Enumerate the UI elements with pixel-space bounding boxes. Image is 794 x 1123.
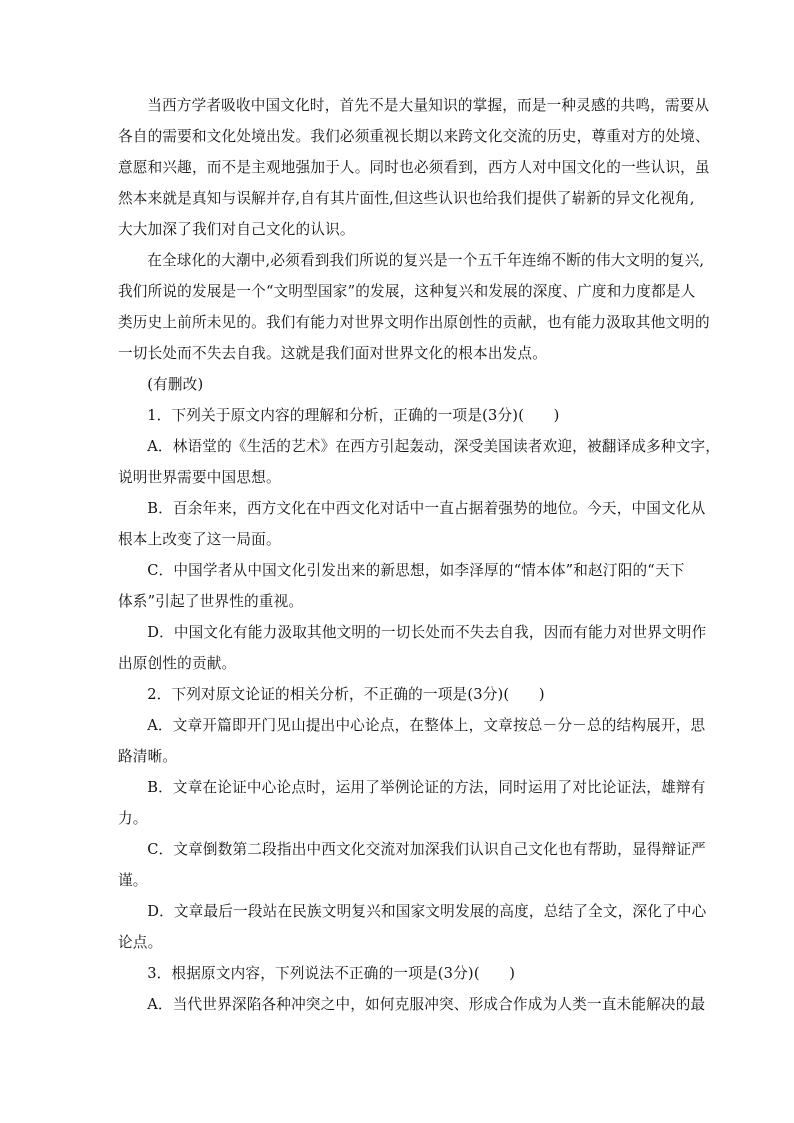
paragraph [118,245,710,369]
paragraph [118,710,706,772]
document-page [118,90,721,1020]
paragraph [118,958,678,989]
paragraph [118,772,706,834]
text-line: 在全球化的大潮中,必须看到我们所说的复兴是一个五千年连绵不断的伟大文明的复兴, [147,252,705,269]
text-line: (有删改) [147,376,204,393]
text-line: C．中国学者从中国文化引发出来的新思想，如李泽厚的“情本体”和赵汀阳的“天下 [147,562,685,579]
paragraph [118,989,706,1020]
paragraph [118,369,678,400]
text-line: 类历史上前所未见的。我们有能力对世界文明作出原创性的贡献，也有能力汲取其他文明的 [118,314,710,331]
paragraph [118,493,706,555]
paragraph [118,400,678,431]
text-line: A．林语堂的《生活的艺术》在西方引起轰动，深受美国读者欢迎，被翻译成多种文字， [147,438,721,455]
document-body [118,90,721,1020]
text-line: 路清晰。 [118,748,178,765]
text-line: 2．下列对原文论证的相关分析，不正确的一项是(3分)( ) [147,686,545,703]
text-line: 当西方学者吸收中国文化时，首先不是大量知识的掌握，而是一种灵感的共鸣，需要从 [147,97,710,114]
paragraph [118,90,710,245]
text-line: D．中国文化有能力汲取其他文明的一切长处而不失去自我，因而有能力对世界文明作 [147,624,707,641]
text-line: 力。 [118,810,148,827]
text-line: B．百余年来，西方文化在中西文化对话中一直占据着强势的地位。今天，中国文化从 [147,500,706,517]
text-line: 大大加深了我们对自己文化的认识。 [118,221,355,238]
text-line: 然本来就是真知与误解并存,自有其片面性,但这些认识也给我们提供了崭新的异文化视角, [118,190,695,207]
text-line: 一切长处而不失去自我。这就是我们面对世界文化的根本出发点。 [118,345,548,362]
paragraph [118,555,685,617]
text-line: B．文章在论证中心论点时，运用了举例论证的方法，同时运用了对比论证法，雄辩有 [147,779,706,796]
text-line: 根本上改变了这一局面。 [118,531,281,548]
text-line: 体系”引起了世界性的重视。 [118,593,304,610]
text-line: 论点。 [118,934,163,951]
text-line: 1．下列关于原文内容的理解和分析，正确的一项是(3分)( ) [147,407,560,424]
text-line: 各自的需要和文化处境出发。我们必须重视长期以来跨文化交流的历史，尊重对方的处境、 [118,128,710,145]
paragraph [118,617,707,679]
text-line: A．文章开篇即开门见山提出中心论点，在整体上，文章按总－分－总的结构展开，思 [147,717,706,734]
text-line: 出原创性的贡献。 [118,655,237,672]
text-line: 3．根据原文内容，下列说法不正确的一项是(3分)( ) [147,965,516,982]
paragraph [118,431,721,493]
paragraph [118,679,678,710]
text-line: 我们所说的发展是一个“文明型国家”的发展，这种复兴和发展的深度、广度和力度都是人 [118,283,696,300]
text-line: D．文章最后一段站在民族文明复兴和国家文明发展的高度，总结了全文，深化了中心 [147,903,707,920]
text-line: 谨。 [118,872,148,889]
text-line: 说明世界需要中国思想。 [118,469,281,486]
paragraph [118,834,706,896]
text-line: C．文章倒数第二段指出中西文化交流对加深我们认识自己文化也有帮助，显得辩证严 [147,841,706,858]
text-line: 意愿和兴趣，而不是主观地强加于人。同时也必须看到，西方人对中国文化的一些认识，虽 [118,159,710,176]
paragraph [118,896,707,958]
text-line: A．当代世界深陷各种冲突之中，如何克服冲突、形成合作成为人类一直未能解决的最 [147,996,706,1013]
